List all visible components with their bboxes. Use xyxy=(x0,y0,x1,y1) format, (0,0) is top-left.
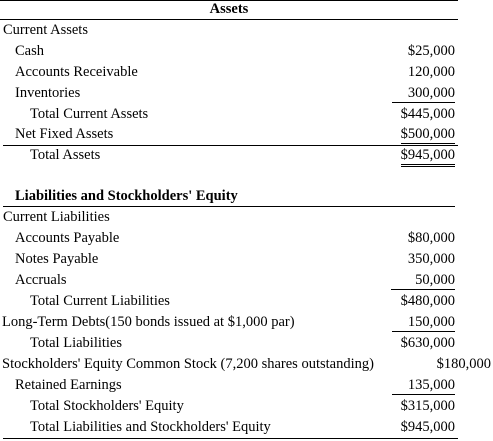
net-fixed-assets-row xyxy=(0,124,455,145)
accruals-row xyxy=(0,270,455,291)
inventories-amount-value: 300,000 xyxy=(392,85,455,103)
common-stock-amount: $180,000 xyxy=(436,356,491,372)
current-assets-label: Current Assets xyxy=(3,22,88,38)
inventories-label: Inventories xyxy=(15,85,81,101)
net-fixed-assets-label: Net Fixed Assets xyxy=(15,126,114,142)
accruals-amount-value: 50,000 xyxy=(391,272,455,290)
current-assets-row xyxy=(0,20,458,41)
inventories-amount xyxy=(392,83,455,104)
liabilities-header: Liabilities and Stockholders' Equity xyxy=(15,188,238,204)
long-term-debts-label: Long-Term Debts(150 bonds issued at $1,000 par) xyxy=(2,314,295,330)
accruals-amount xyxy=(391,270,455,291)
accounts-payable-label: Accounts Payable xyxy=(15,230,120,246)
long-term-debts-amount xyxy=(392,312,455,333)
total-assets-amount-value: $945,000 xyxy=(401,147,455,167)
total-liabilities-and-equity-amount: $945,000 xyxy=(400,419,455,435)
total-current-assets-label: Total Current Assets xyxy=(30,106,149,122)
total-current-assets-amount: $445,000 xyxy=(400,106,455,122)
total-stockholders-equity-row xyxy=(0,396,455,417)
accounts-receivable-row xyxy=(0,62,455,83)
long-term-debts-amount-value: 150,000 xyxy=(392,314,455,332)
accounts-receivable-label: Accounts Receivable xyxy=(15,64,138,80)
total-assets-row xyxy=(0,145,455,166)
total-current-liabilities-label: Total Current Liabilities xyxy=(30,293,170,309)
total-current-assets-row xyxy=(0,104,455,125)
net-fixed-assets-amount-value: $500,000 xyxy=(401,126,455,146)
current-liabilities-label: Current Liabilities xyxy=(3,209,110,225)
accruals-label: Accruals xyxy=(15,272,67,288)
cash-label: Cash xyxy=(15,43,44,59)
total-liabilities-label: Total Liabilities xyxy=(30,335,123,351)
total-current-liabilities-amount: $480,000 xyxy=(400,293,455,309)
cash-amount: $25,000 xyxy=(407,43,455,59)
accounts-payable-amount: $80,000 xyxy=(407,230,455,246)
total-liabilities-and-equity-label: Total Liabilities and Stockholders' Equity xyxy=(30,419,271,435)
total-assets-label: Total Assets xyxy=(30,147,101,163)
inventories-row xyxy=(0,83,455,104)
cash-row xyxy=(0,41,455,62)
long-term-debts-row xyxy=(0,312,455,333)
net-fixed-assets-amount xyxy=(401,124,455,146)
total-assets-amount xyxy=(401,145,455,167)
accounts-payable-row xyxy=(0,228,455,249)
assets-header: Assets xyxy=(209,1,249,17)
common-stock-row xyxy=(0,354,491,375)
retained-earnings-amount xyxy=(392,375,455,396)
retained-earnings-label: Retained Earnings xyxy=(15,377,122,393)
notes-payable-amount: 350,000 xyxy=(407,251,455,267)
common-stock-label: Stockholders' Equity Common Stock (7,200 shares outstanding) xyxy=(2,356,374,372)
total-stockholders-equity-label: Total Stockholders' Equity xyxy=(30,398,184,414)
accounts-receivable-amount: 120,000 xyxy=(407,64,455,80)
total-current-liabilities-row xyxy=(0,291,455,312)
total-liabilities-amount: $630,000 xyxy=(400,335,455,351)
bottom-rule xyxy=(3,438,458,439)
notes-payable-row xyxy=(0,249,455,270)
current-liabilities-row xyxy=(0,207,458,228)
retained-earnings-row xyxy=(0,375,455,396)
total-liabilities-and-equity-row xyxy=(0,417,455,438)
total-liabilities-row xyxy=(0,333,455,354)
retained-earnings-amount-value: 135,000 xyxy=(392,377,455,395)
notes-payable-label: Notes Payable xyxy=(15,251,99,267)
total-stockholders-equity-amount: $315,000 xyxy=(400,398,455,414)
